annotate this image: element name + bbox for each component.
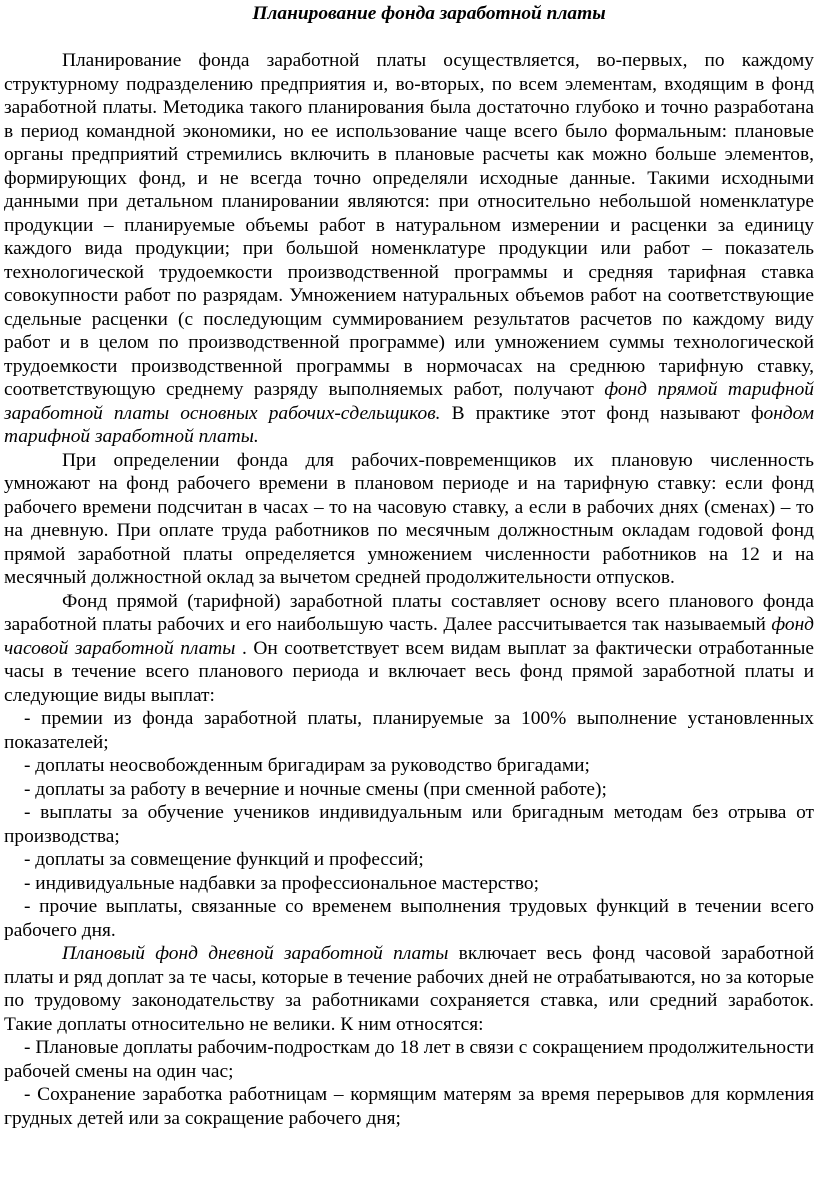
paragraph-1-text-a: Планирование фонда заработной платы осуществляется, во-первых, по каждому структурному подразделению предприятия и, во-вторых, по всем элементам, входящим в фонд заработной платы. Методика такого планирования была достаточно глубоко и точно разработана в период командной экономики, но ее использование чаще всего было формальным: плановые органы предприятий стремились включить в плановые расчеты как можно больше элементов, формирующих фонд, и не всегда точно определяли исходные данные. Такими исходными данными при детальном планировании являются: при относительно небольшой номенклатуре продукции – планируемые объемы работ в натуральном измерении и расценки за единицу каждого вида продукции; при большой номенклатуре продукции или работ – показатель технологической трудоемкости производственной программы и средняя тарифная ставка совокупности работ по разрядам. Умножением натуральных объемов работ на соответствующие сдельные расценки (с последующим суммированием результатов расчетов по каждому виду работ и в целом по производственной программе) или умножением суммы технологической трудоемкости производственной программы в нормочасах на среднюю тарифную ставку, соответствующую среднему разряду выполняемых работ, получают bbox=[4, 50, 814, 400]
paragraph-3-text-a: Фонд прямой (тарифной) заработной платы составляет основу всего планового фонда заработной платы рабочих и его наибольшую часть. Далее рассчитывается так называемый bbox=[4, 590, 814, 635]
paragraph-4-term: Плановый фонд дневной заработной платы bbox=[62, 943, 449, 964]
paragraph-3-text-b: . Он соответствует всем видам выплат за фактически отработанные часы в течение всего планового периода и включает весь фонд прямой заработной платы и следующие виды выплат: bbox=[4, 637, 814, 706]
list-item: - доплаты неосвобожденным бригадирам за руководство бригадами; bbox=[24, 755, 590, 776]
paragraph-1-term-b: ондом тарифной заработной платы. bbox=[4, 402, 814, 447]
document-title: Планирование фонда заработной платы bbox=[252, 3, 606, 24]
list-item: - доплаты за работу в вечерние и ночные смены (при сменной работе); bbox=[24, 778, 607, 800]
paragraph-1-text-b: В практике этот фонд называют ф bbox=[440, 402, 764, 424]
paragraph-2-text: При определении фонда для рабочих-повременщиков их плановую численность умножают на фонд рабочего времени в плановом периоде и на тарифную ставку: если фонд рабочего времени подсчитан в часах – то на часовую ставку, а если в рабочих днях (сменах) – то на дневную. При оплате труда работников по месячным должностным окладам годовой фонд прямой заработной платы определяется умножением численности работников на 12 и на месячный должностной оклад за вычетом средней продолжительности отпусков. bbox=[4, 449, 814, 588]
list-item: - выплаты за обучение учеников индивидуальным или бригадным методам без отрыва от производства; bbox=[4, 802, 814, 847]
list-item: - Плановые доплаты рабочим-подросткам до 18 лет в связи с сокращением продолжительности рабочей смены на один час; bbox=[4, 1037, 814, 1082]
paragraph-3 bbox=[4, 590, 814, 708]
paragraph-3-term: фонд часовой заработной платы bbox=[4, 614, 814, 659]
paragraph-1-term-a: фонд прямой тарифной заработной платы основных рабочих-сдельщиков. bbox=[4, 379, 814, 424]
list-item: - Сохранение заработка работницам – кормящим матерям за время перерывов для кормления грудных детей или за сокращение рабочего дня; bbox=[4, 1084, 814, 1129]
list-item: - индивидуальные надбавки за профессиональное мастерство; bbox=[24, 872, 539, 894]
list-item: - доплаты за совмещение функций и профессий; bbox=[24, 849, 424, 870]
paragraph-2 bbox=[4, 449, 814, 590]
paragraph-4-text: включает весь фонд часовой заработной платы и ряд доплат за те часы, которые в течение рабочих дней не отрабатываются, но за которые по трудовому законодательству за работниками сохраняется ставка, или средний заработок. Такие доплаты относительно не велики. К ним относятся: bbox=[4, 943, 814, 1035]
paragraph-4 bbox=[4, 942, 814, 1036]
list-item: - прочие выплаты, связанные со временем выполнения трудовых функций в течении всего рабочего дня. bbox=[4, 896, 814, 941]
list-item: - премии из фонда заработной платы, планируемые за 100% выполнение установленных показателей; bbox=[4, 708, 814, 753]
paragraph-1 bbox=[4, 49, 814, 449]
